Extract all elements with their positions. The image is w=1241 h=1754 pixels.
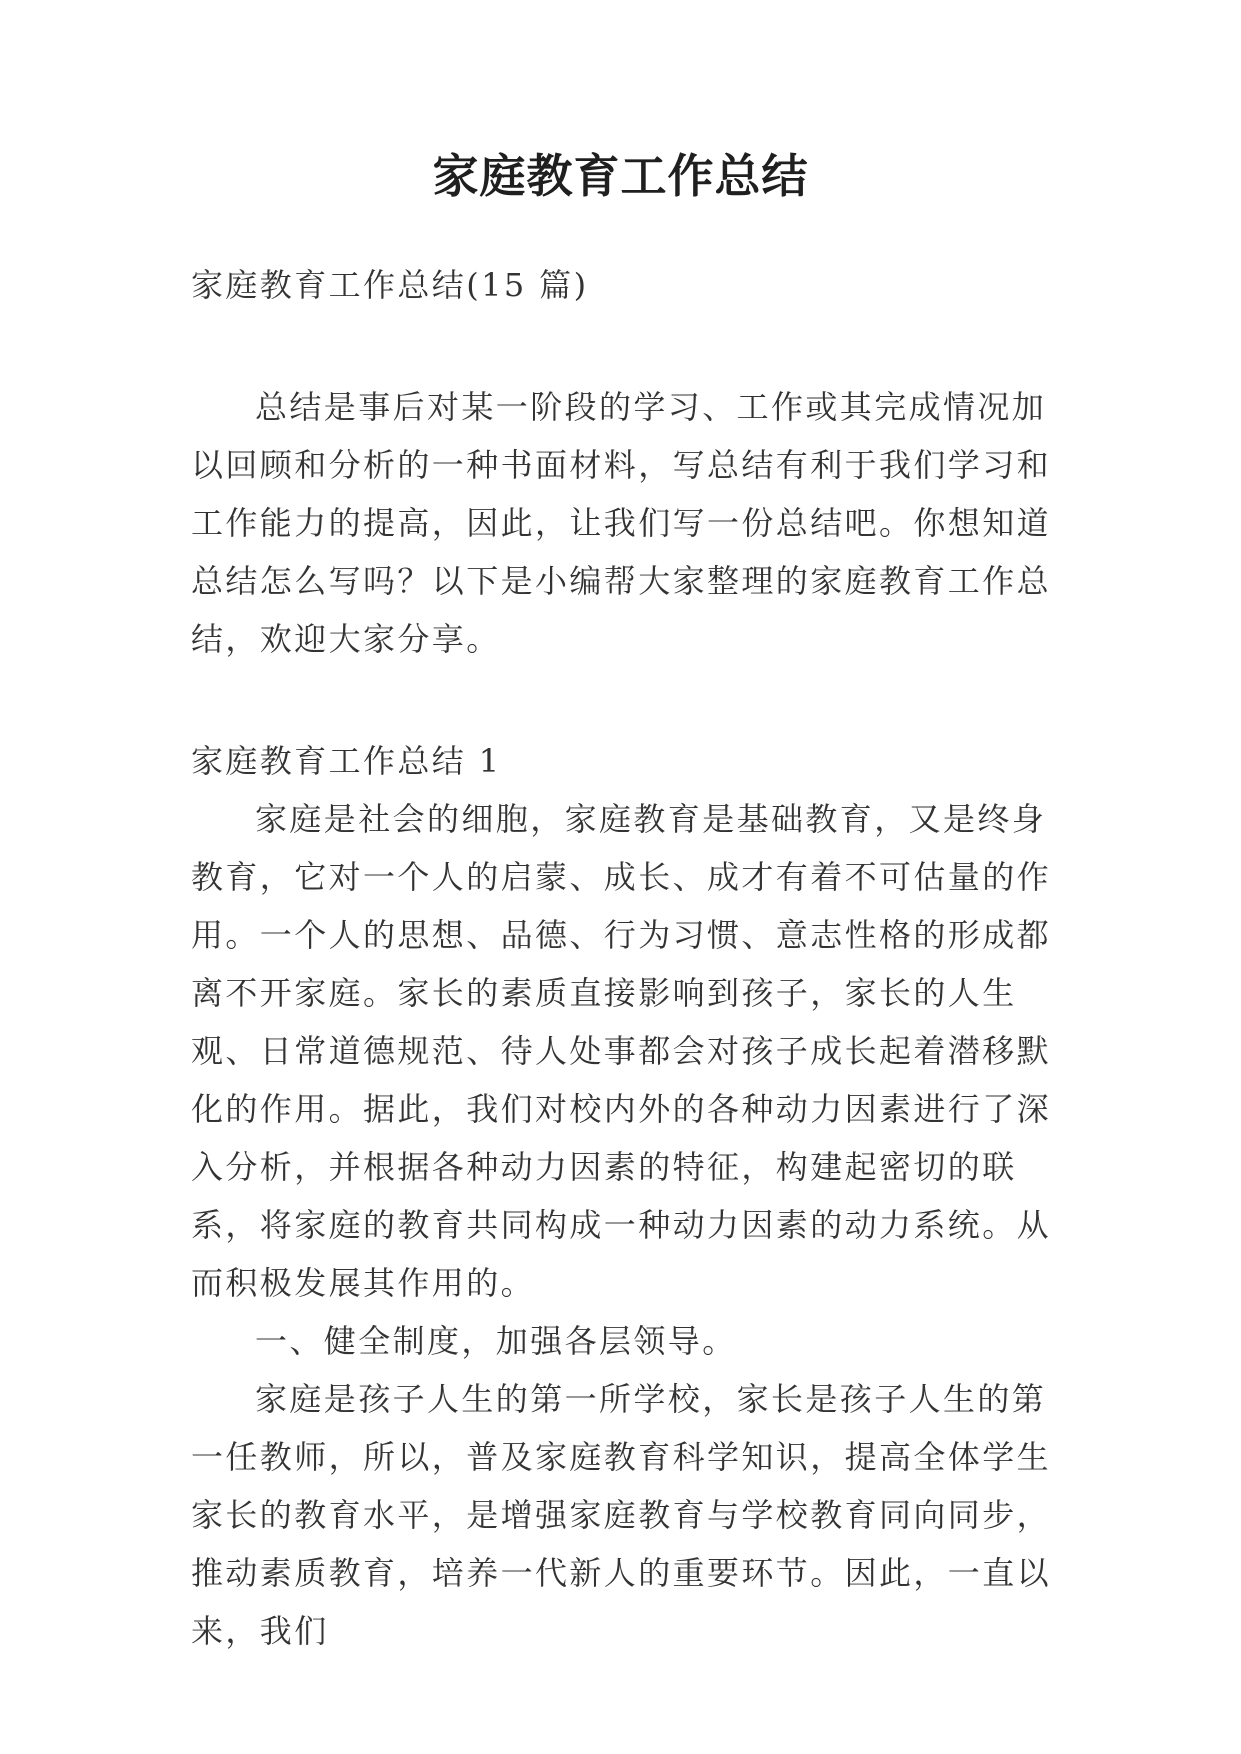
- spacer: [191, 668, 1071, 732]
- intro-paragraph: 总结是事后对某一阶段的学习、工作或其完成情况加以回顾和分析的一种书面材料，写总结有利于我们学习和工作能力的提高，因此，让我们写一份总结吧。你想知道总结怎么写吗？以下是小编帮大家整理的家庭教育工作总结，欢迎大家分享。: [191, 388, 1052, 658]
- subsection-heading: 一、健全制度，加强各层领导。: [255, 1322, 737, 1360]
- body-paragraph: 家庭是孩子人生的第一所学校，家长是孩子人生的第一任教师，所以，普及家庭教育科学知识，提高全体学生家长的教育水平，是增强家庭教育与学校教育同向同步，推动素质教育，培养一代新人的重要环节。因此，一直以来，我们: [191, 1380, 1052, 1650]
- document-body: [191, 256, 1071, 1660]
- section-heading: 家庭教育工作总结 1: [191, 742, 502, 780]
- body-paragraph: 家庭是社会的细胞，家庭教育是基础教育，又是终身教育，它对一个人的启蒙、成长、成才有着不可估量的作用。一个人的思想、品德、行为习惯、意志性格的形成都离不开家庭。家长的素质直接影响到孩子，家长的人生观、日常道德规范、待人处事都会对孩子成长起着潜移默化的作用。据此，我们对校内外的各种动力因素进行了深入分析，并根据各种动力因素的特征，构建起密切的联系，将家庭的教育共同构成一种动力因素的动力系统。从而积极发展其作用的。: [191, 800, 1052, 1302]
- document-title: 家庭教育工作总结: [432, 149, 809, 203]
- spacer: [191, 314, 1071, 378]
- document-subtitle: 家庭教育工作总结(15 篇): [191, 266, 589, 304]
